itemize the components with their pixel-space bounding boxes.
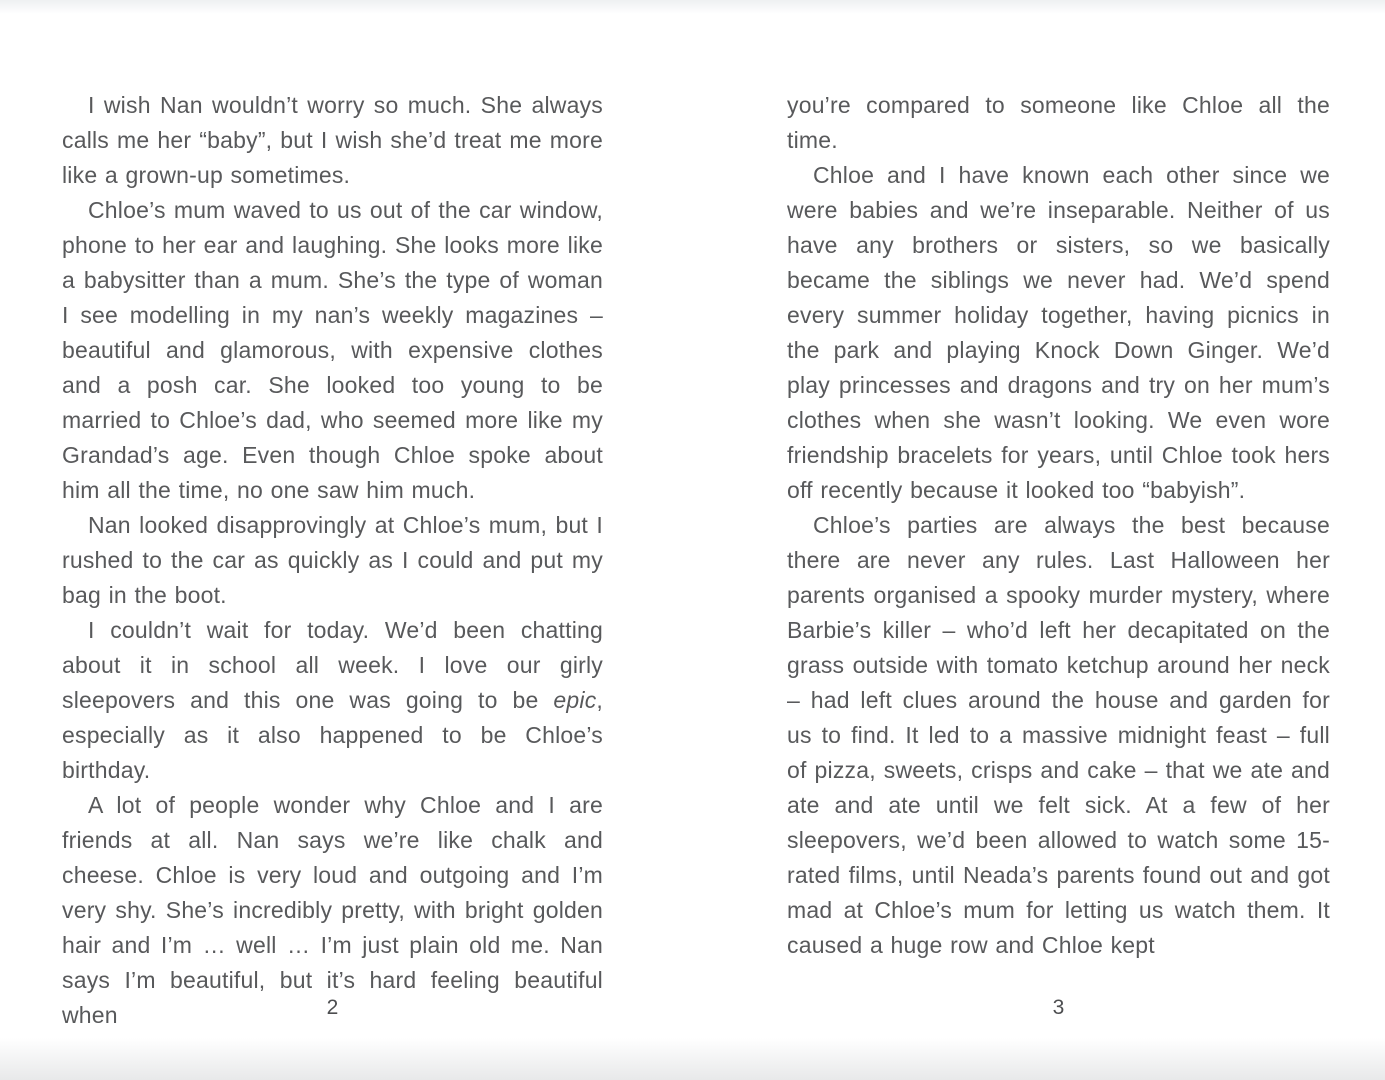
page-right-text xyxy=(787,88,1330,963)
italic-text-run: epic xyxy=(553,687,597,713)
paragraph xyxy=(62,193,603,508)
page-left-text xyxy=(62,88,603,1033)
page-right xyxy=(787,88,1330,1048)
paragraph xyxy=(62,88,603,193)
page-left xyxy=(62,88,603,1048)
paragraph xyxy=(62,508,603,613)
text-run: Chloe’s parties are always the best because there are never any rules. Last Halloween her parents organised a spooky murder mystery, where Barbie’s killer – who’d left her decapitated on the grass outside with tomato ketchup around her neck – had left clues around the house and garden for us to find. It led to a massive midnight feast – full of pizza, sweets, crisps and cake – that we ate and ate and ate until we felt sick. At a few of her sleepovers, we’d been allowed to watch some 15-rated films, until Neada’s parents found out and got mad at Chloe’s mum for letting us watch them. It caused a huge row and Chloe kept xyxy=(787,512,1330,958)
text-run: Chloe’s mum waved to us out of the car window, phone to her ear and laughing. She looks more like a babysitter than a mum. She’s the type of woman I see modelling in my nan’s weekly magazines – beautiful and glamorous, with expensive clothes and a posh car. She looked too young to be married to Chloe’s dad, who seemed more like my Grandad’s age. Even though Chloe spoke about him all the time, no one saw him much. xyxy=(62,197,603,503)
page-number-right: 3 xyxy=(1052,996,1065,1019)
text-run: I wish Nan wouldn’t worry so much. She always calls me her “baby”, but I wish she’d treat me more like a grown-up sometimes. xyxy=(62,92,603,188)
text-run: A lot of people wonder why Chloe and I are friends at all. Nan says we’re like chalk and cheese. Chloe is very loud and outgoing and I’m very shy. She’s incredibly pretty, with bright golden hair and I’m … well … I’m just plain old me. Nan says I’m beautiful, but it’s hard feeling beautiful when xyxy=(62,792,603,1028)
text-run: , especially as it also happened to be Chloe’s birthday. xyxy=(62,687,603,783)
paragraph xyxy=(787,508,1330,963)
page-number-left: 2 xyxy=(326,996,339,1019)
paragraph xyxy=(62,613,603,788)
paragraph xyxy=(787,88,1330,158)
page-bottom-edge-shading xyxy=(0,1038,1385,1080)
text-run: Chloe and I have known each other since we were babies and we’re inseparable. Neither of us have any brothers or sisters, so we basically became the siblings we never had. We’d spend every summer holiday together, having picnics in the park and playing Knock Down Ginger. We’d play princesses and dragons and try on her mum’s clothes when she wasn’t looking. We even wore friendship bracelets for years, until Chloe took hers off recently because it looked too “babyish”. xyxy=(787,162,1330,503)
page-top-edge-shading xyxy=(0,0,1385,14)
text-run: you’re compared to someone like Chloe all the time. xyxy=(787,92,1330,153)
text-run: I couldn’t wait for today. We’d been chatting about it in school all week. I love our girly sleepovers and this one was going to be xyxy=(62,617,603,713)
paragraph xyxy=(787,158,1330,508)
text-run: Nan looked disapprovingly at Chloe’s mum, but I rushed to the car as quickly as I could and put my bag in the boot. xyxy=(62,512,603,608)
